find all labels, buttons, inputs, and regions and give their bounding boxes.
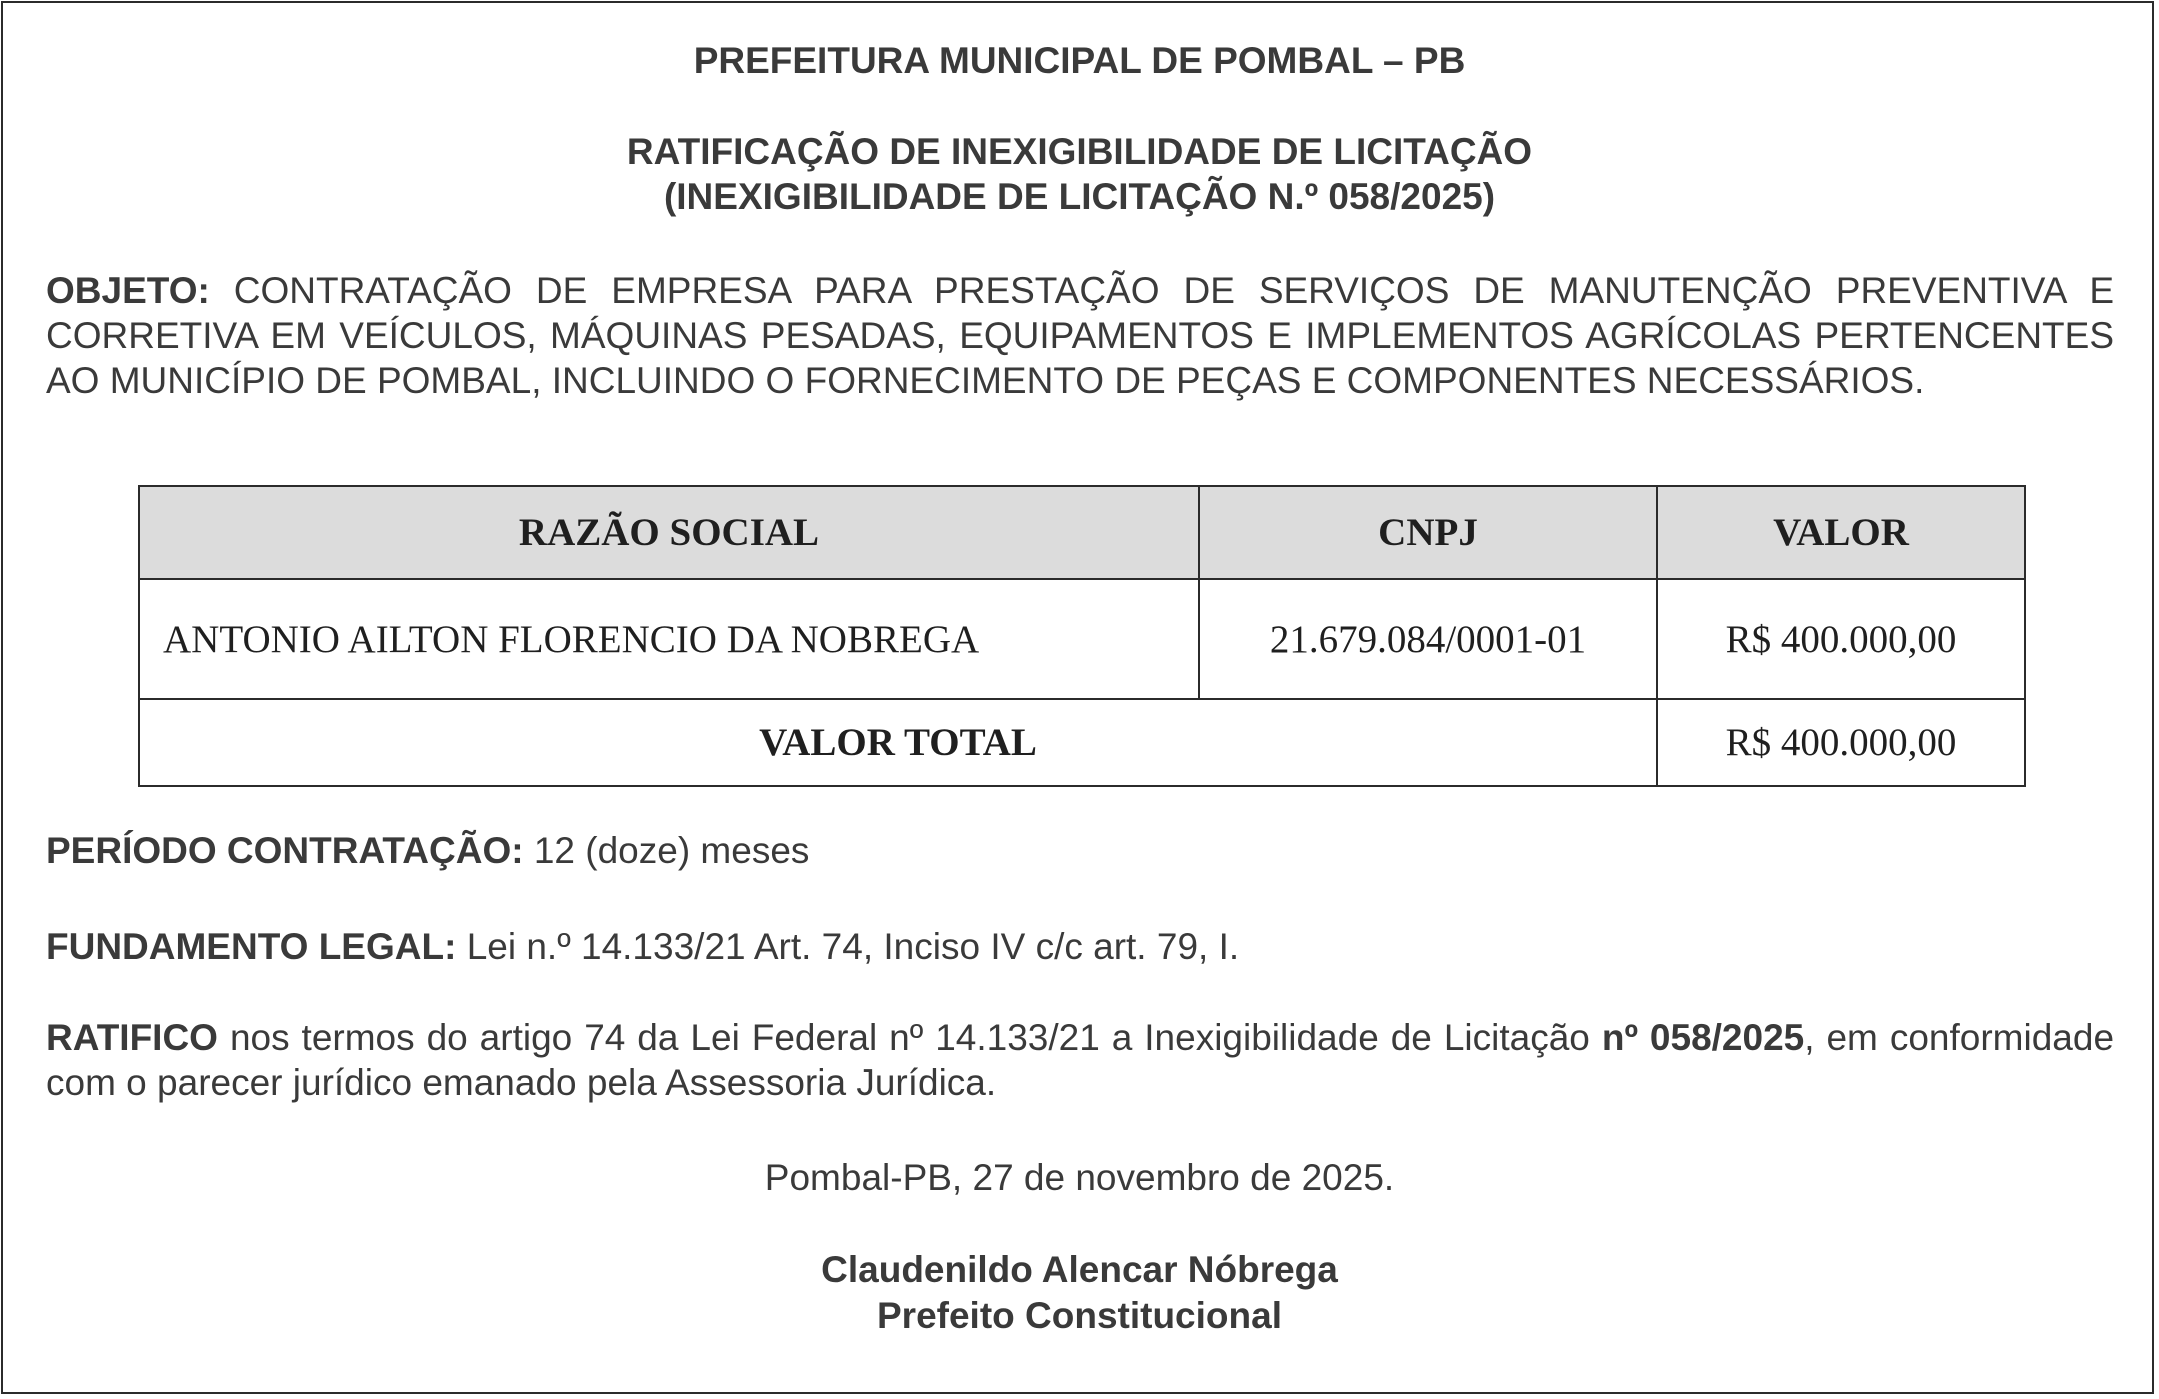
signer-title: Prefeito Constitucional [877,1295,1282,1336]
periodo-text: 12 (doze) meses [533,830,810,871]
total-row [139,699,2025,786]
cell-cnpj: 21.679.084/0001-01 [1199,579,1657,699]
ratifico-label: RATIFICO [46,1017,218,1058]
cell-razao-social: ANTONIO AILTON FLORENCIO DA NOBREGA [139,579,1199,699]
objeto-text: CONTRATAÇÃO DE EMPRESA PARA PRESTAÇÃO DE SERVIÇOS DE MANUTENÇÃO PREVENTIVA E CORRETIVA EM VEÍCULOS, MÁQUINAS PESADAS, EQUIPAMENTOS E IMPLEMENTOS AGRÍCOLAS PERTENCENTES AO MUNICÍPIO DE POMBAL, INCLUINDO O FORNECIMENTO DE PEÇAS E COMPONENTES NECESSÁRIOS. [46,270,2115,401]
objeto-label: OBJETO: [46,270,210,311]
ratifico-paragraph [46,1015,2114,1105]
objeto-paragraph [46,268,2114,403]
total-label: VALOR TOTAL [139,699,1657,786]
signer-name: Claudenildo Alencar Nóbrega [821,1249,1338,1290]
fundamento-text: Lei n.º 14.133/21 Art. 74, Inciso IV c/c art. 79, I. [466,926,1240,967]
periodo-paragraph [46,828,2114,873]
org-heading: PREFEITURA MUNICIPAL DE POMBAL – PB [693,40,1466,81]
table-header-row [139,486,2025,579]
header-cnpj: CNPJ [1199,486,1657,579]
fundamento-label: FUNDAMENTO LEGAL: [46,926,457,967]
place-date: Pombal-PB, 27 de novembro de 2025. [764,1157,1395,1198]
title-line-2: (INEXIGIBILIDADE DE LICITAÇÃO N.º 058/2025) [663,176,1496,217]
total-value: R$ 400.000,00 [1657,699,2025,786]
header-razao-social: RAZÃO SOCIAL [139,486,1199,579]
title-line-1: RATIFICAÇÃO DE INEXIGIBILIDADE DE LICITAÇÃO [626,131,1533,172]
periodo-label: PERÍODO CONTRATAÇÃO: [46,830,524,871]
ratifico-number: nº 058/2025 [1601,1017,1805,1058]
table-row [139,579,2025,699]
contract-table [138,485,2026,787]
ratifico-text-1: nos termos do artigo 74 da Lei Federal nº 14.133/21 a Inexigibilidade de Licitação [229,1017,1590,1058]
ratifico-text-2: , em conformidade com o parecer jurídico emanado pela Assessoria Jurídica. [46,1017,2115,1103]
cell-valor: R$ 400.000,00 [1657,579,2025,699]
header-valor: VALOR [1657,486,2025,579]
fundamento-paragraph [46,924,2114,969]
